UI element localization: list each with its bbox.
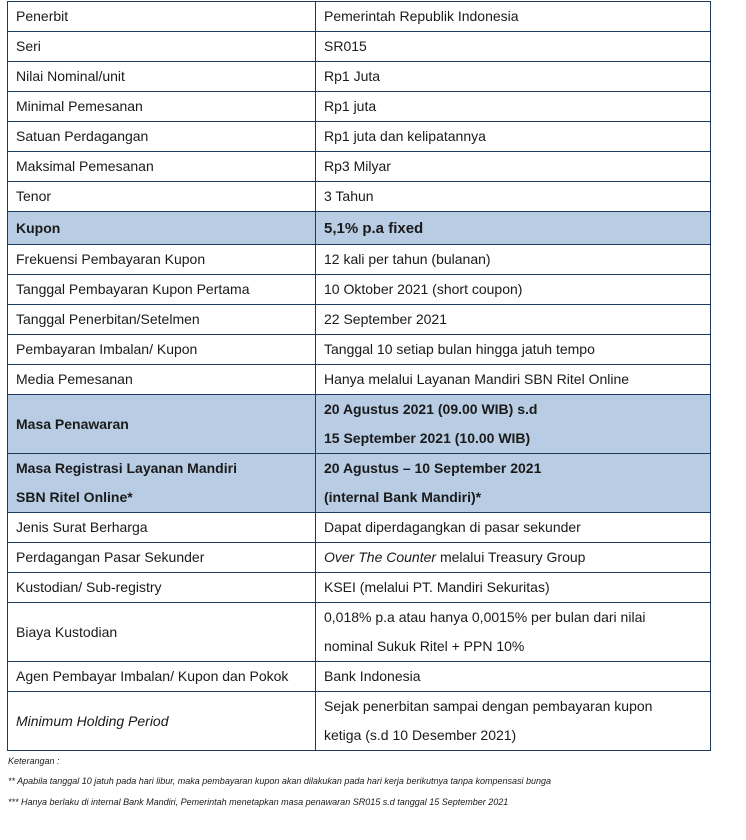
row-label: Penerbit [8, 2, 316, 32]
table-row-penerbit [8, 2, 711, 32]
table-row-nilai-nominal [8, 62, 711, 92]
row-value-italic: Over The Counter [324, 549, 437, 565]
row-label: Frekuensi Pembayaran Kupon [8, 245, 316, 275]
row-label: Masa Penawaran [8, 395, 316, 454]
row-label: Media Pemesanan [8, 365, 316, 395]
row-value [316, 543, 711, 573]
row-value-line: 20 Agustus – 10 September 2021 [324, 459, 542, 476]
row-label-line: SBN Ritel Online* [16, 489, 133, 505]
row-value: Hanya melalui Layanan Mandiri SBN Ritel Online [316, 365, 711, 395]
row-label: Perdagangan Pasar Sekunder [8, 543, 316, 573]
row-value-line: nominal Sukuk Ritel + PPN 10% [324, 637, 525, 654]
row-value [316, 454, 711, 513]
table-row-masa-registrasi [8, 454, 711, 513]
table-row-seri [8, 32, 711, 62]
sr015-info-table [7, 1, 711, 751]
table-row-kupon [8, 212, 711, 245]
row-label: Biaya Kustodian [8, 603, 316, 662]
table-row-perdagangan-sekunder [8, 543, 711, 573]
table-row-penerbitan [8, 305, 711, 335]
table-row-pembayaran-imbalan [8, 335, 711, 365]
row-value: SR015 [316, 32, 711, 62]
row-value: Rp1 Juta [316, 62, 711, 92]
row-value [316, 395, 711, 454]
row-value-line: ketiga (s.d 10 Desember 2021) [324, 726, 517, 743]
row-value: KSEI (melalui PT. Mandiri Sekuritas) [316, 573, 711, 603]
row-value: Dapat diperdagangkan di pasar sekunder [316, 513, 711, 543]
footnote-1: ** Apabila tanggal 10 jatuh pada hari libur, maka pembayaran kupon akan dilakukan pada hari kerja berikutnya tanpa kompensasi bunga [8, 776, 552, 786]
row-label: Pembayaran Imbalan/ Kupon [8, 335, 316, 365]
row-value: Rp3 Milyar [316, 152, 711, 182]
row-value-line: 0,018% p.a atau hanya 0,0015% per bulan dari nilai [324, 608, 646, 625]
table-row-frekuensi-kupon [8, 245, 711, 275]
row-value: Rp1 juta [316, 92, 711, 122]
footnote-2: *** Hanya berlaku di internal Bank Mandiri, Pemerintah menetapkan masa penawaran SR015 s.d tanggal 15 September 2021 [8, 797, 509, 807]
row-value-rest: melalui Treasury Group [436, 549, 586, 565]
table-row-biaya-kustodian [8, 603, 711, 662]
row-label [8, 454, 316, 513]
row-label: Kupon [8, 212, 316, 245]
row-label: Maksimal Pemesanan [8, 152, 316, 182]
table-row-media-pemesanan [8, 365, 711, 395]
row-value-line: 20 Agustus 2021 (09.00 WIB) s.d [324, 400, 538, 417]
table-row-satuan-perdagangan [8, 122, 711, 152]
table-row-minimum-holding [8, 692, 711, 751]
table-row-kupon-pertama [8, 275, 711, 305]
table-row-minimal-pemesanan [8, 92, 711, 122]
row-value: Pemerintah Republik Indonesia [316, 2, 711, 32]
row-value: 22 September 2021 [316, 305, 711, 335]
table-row-kustodian [8, 573, 711, 603]
footnote-heading: Keterangan : [8, 756, 60, 766]
row-value-line: 15 September 2021 (10.00 WIB) [324, 429, 531, 446]
row-value [316, 692, 711, 751]
table-row-maksimal-pemesanan [8, 152, 711, 182]
row-label: Tanggal Pembayaran Kupon Pertama [8, 275, 316, 305]
row-label: Seri [8, 32, 316, 62]
row-value [316, 603, 711, 662]
row-label: Jenis Surat Berharga [8, 513, 316, 543]
table-row-agen-pembayar [8, 662, 711, 692]
row-value: 5,1% p.a fixed [316, 212, 711, 245]
sr015-info-table-wrapper [7, 1, 711, 751]
row-value: 3 Tahun [316, 182, 711, 212]
row-value: Bank Indonesia [316, 662, 711, 692]
row-value-line: (internal Bank Mandiri)* [324, 488, 482, 505]
row-label: Agen Pembayar Imbalan/ Kupon dan Pokok [8, 662, 316, 692]
row-value: Tanggal 10 setiap bulan hingga jatuh tempo [316, 335, 711, 365]
row-label: Minimal Pemesanan [8, 92, 316, 122]
row-value: 12 kali per tahun (bulanan) [316, 245, 711, 275]
table-row-masa-penawaran [8, 395, 711, 454]
row-label: Satuan Perdagangan [8, 122, 316, 152]
row-label-line: Masa Registrasi Layanan Mandiri [16, 460, 237, 476]
row-label: Minimum Holding Period [8, 692, 316, 751]
row-value: 10 Oktober 2021 (short coupon) [316, 275, 711, 305]
row-label: Nilai Nominal/unit [8, 62, 316, 92]
table-row-jenis-surat [8, 513, 711, 543]
row-label: Tenor [8, 182, 316, 212]
row-label: Tanggal Penerbitan/Setelmen [8, 305, 316, 335]
row-label: Kustodian/ Sub-registry [8, 573, 316, 603]
row-value: Rp1 juta dan kelipatannya [316, 122, 711, 152]
table-row-tenor [8, 182, 711, 212]
row-value-line: Sejak penerbitan sampai dengan pembayaran kupon [324, 697, 653, 714]
